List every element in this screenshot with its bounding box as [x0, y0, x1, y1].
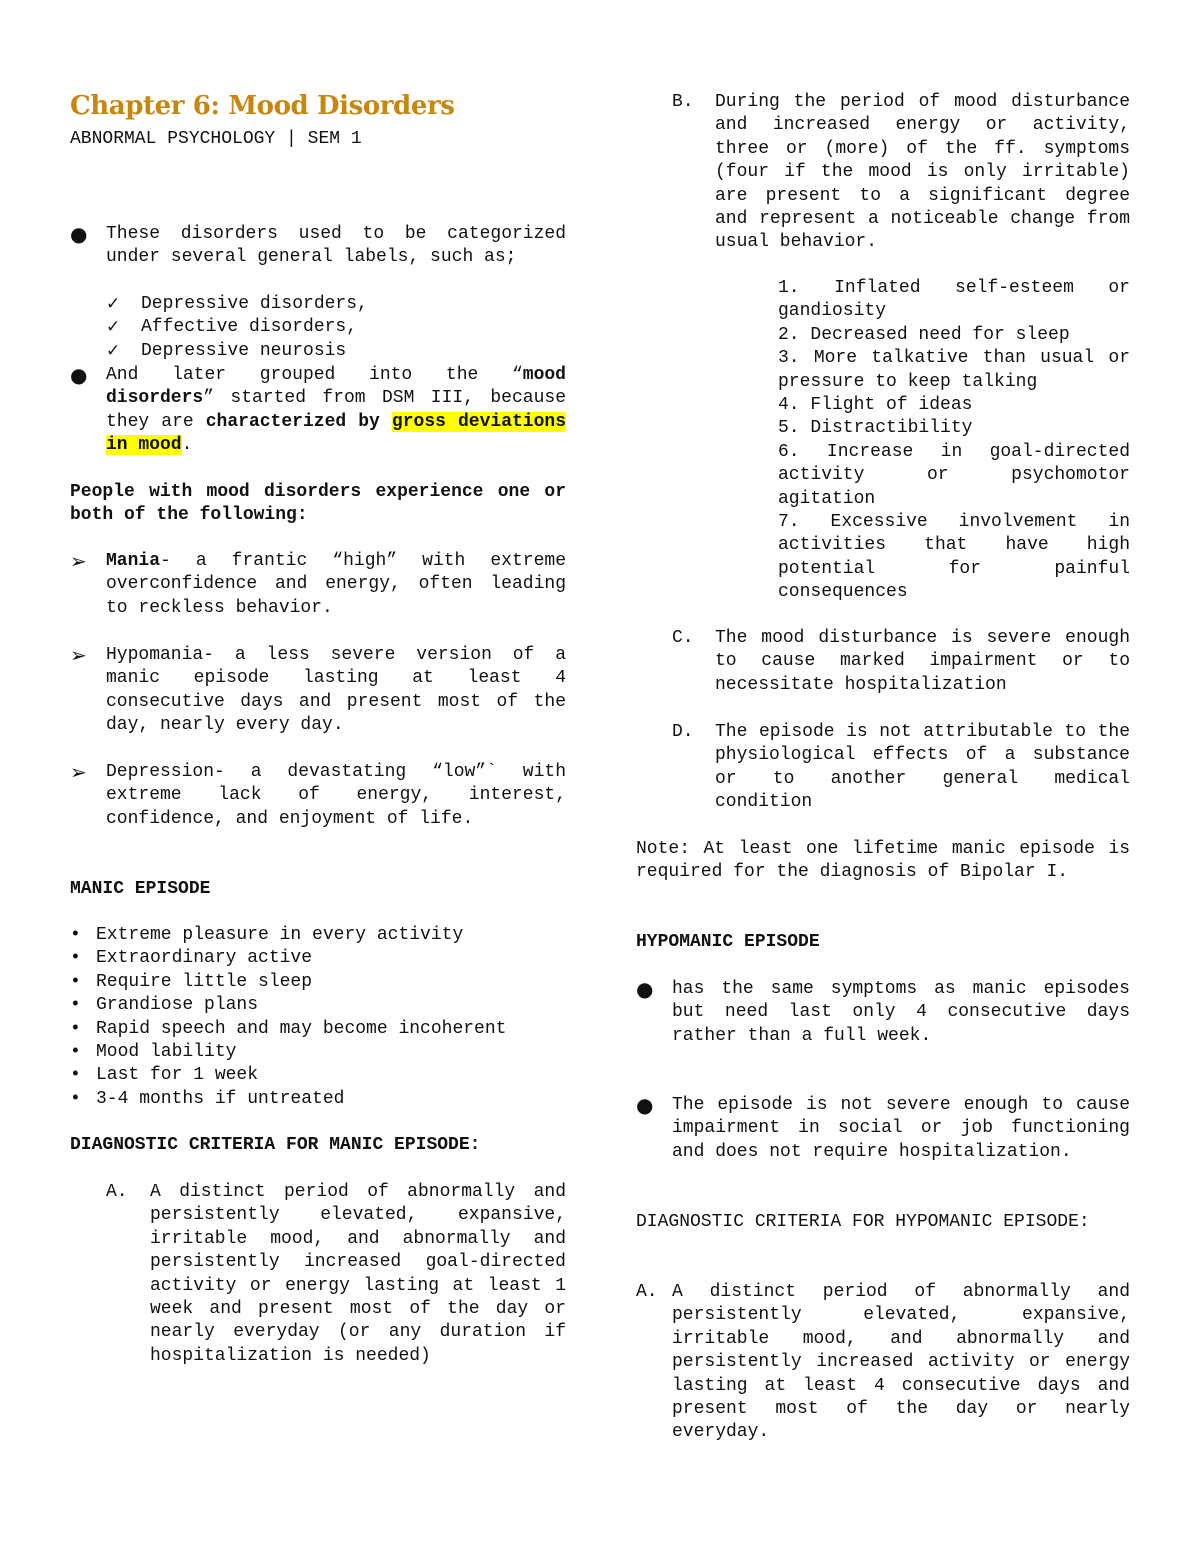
small-bullet-icon: •: [70, 1088, 81, 1109]
list-item: • Last for 1 week: [70, 1064, 566, 1087]
list-item: • Grandiose plans: [70, 994, 566, 1017]
intro-bullet-1: [70, 223, 566, 270]
bullet-icon: ●: [636, 977, 654, 1001]
checkmark-icon: ✓: [106, 341, 121, 361]
list-item: 6. Increase in goal-directed activity or psychomotor agitation: [778, 441, 1130, 509]
dx-hypomanic-heading: DIAGNOSTIC CRITERIA FOR HYPOMANIC EPISODE:: [636, 1212, 1090, 1232]
list-item: 7. Excessive involvement in activities that have high potential for painful consequences: [778, 512, 1130, 603]
bullet-icon: ●: [636, 1093, 654, 1117]
intro-bullet-1-text: These disorders used to be categorized under several general labels, such as;: [106, 224, 566, 268]
hypomanic-bullet-2: ● The episode is not severe enough to cause impairment in social or job functioning and does not require hospitalization.: [636, 1094, 1130, 1164]
dx-manic-heading: DIAGNOSTIC CRITERIA FOR MANIC EPISODE:: [70, 1135, 481, 1155]
dx-manic-criterion-d: D. The episode is not attributable to the physiological effects of a substance or to another general medical condition: [672, 722, 1130, 813]
intro-bullet-2-text: And later grouped into the “mood disorders” started from DSM III, because they are characterized by gross deviations in mood.: [106, 365, 567, 456]
arrow-icon: ➢: [70, 760, 87, 784]
list-item: • Extraordinary active: [70, 947, 566, 970]
page-title: Chapter 6: Mood Disorders: [70, 91, 455, 121]
small-bullet-icon: •: [70, 995, 81, 1016]
manic-episode-heading: MANIC EPISODE: [70, 879, 211, 899]
dx-manic-criterion-b: B. During the period of mood disturbance and increased energy or activity, three or (more) of the ff. symptoms (four if the mood is only irritable) are present to a significant degree and represent a noticeable change from usual behavior.: [672, 92, 1130, 253]
small-bullet-icon: •: [70, 1042, 81, 1063]
checkmark-icon: ✓: [106, 294, 121, 314]
symptom-list: [778, 277, 1130, 605]
state-depression: ➢ Depression- a devastating “low”` with extreme lack of energy, interest, confidence, and enjoyment of life.: [70, 761, 566, 831]
list-item: 3. More talkative than usual or pressure to keep talking: [778, 348, 1130, 392]
list-item: • 3-4 months if untreated: [70, 1088, 566, 1111]
list-item: 1. Inflated self-esteem or gandiosity: [778, 278, 1130, 322]
list-item: • Rapid speech and may become incoherent: [70, 1018, 566, 1041]
page-subtitle: ABNORMAL PSYCHOLOGY | SEM 1: [70, 129, 362, 149]
small-bullet-icon: •: [70, 971, 81, 992]
dx-manic-criterion-c: C. The mood disturbance is severe enough to cause marked impairment or to necessitate hospitalization: [672, 628, 1130, 695]
intro-bullet-2: [70, 364, 566, 458]
arrow-icon: ➢: [70, 643, 87, 667]
small-bullet-icon: •: [70, 1018, 81, 1039]
manic-episode-list: [70, 924, 566, 1111]
list-item: • Require little sleep: [70, 971, 566, 994]
small-bullet-icon: •: [70, 925, 81, 945]
bullet-icon: ●: [70, 363, 88, 387]
hypomanic-bullet-1: ● has the same symptoms as manic episodes but need last only 4 consecutive days rather than a full week.: [636, 978, 1130, 1048]
list-item: 2. Decreased need for sleep: [778, 324, 1070, 345]
small-bullet-icon: •: [70, 1065, 81, 1086]
list-item: • Mood lability: [70, 1041, 566, 1064]
list-item: 4. Flight of ideas: [778, 395, 973, 416]
highlighted-phrase: gross deviations in mood: [106, 411, 567, 456]
bullet-icon: ●: [70, 222, 88, 246]
check-item-1: ✓ Depressive disorders,: [106, 293, 566, 316]
dx-hypomanic-criterion-a: A. A distinct period of abnormally and persistently elevated, expansive, irritable mood, and abnormally and persistently increased activity or energy lasting at least 4 consecutive days and present most of the day or nearly everyday.: [636, 1282, 1130, 1443]
dx-manic-criterion-a: A. A distinct period of abnormally and persistently elevated, expansive, irritable mood, and abnormally and persistently increased goal-directed activity or energy lasting at least 1 week and present most of the day or nearly everyday (or any duration if hospitalization is needed): [106, 1182, 566, 1366]
list-item: 5. Distractibility: [778, 418, 973, 439]
state-mania: ➢ Mania- a frantic “high” with extreme overconfidence and energy, often leading to reckless behavior.: [70, 550, 566, 620]
arrow-icon: ➢: [70, 549, 87, 573]
small-bullet-icon: •: [70, 948, 81, 969]
checkmark-icon: ✓: [106, 317, 121, 337]
hypomanic-heading: HYPOMANIC EPISODE: [636, 932, 820, 952]
state-hypomania: ➢ Hypomania- a less severe version of a manic episode lasting at least 4 consecutive days and present most of the day, nearly every day.: [70, 644, 566, 738]
check-item-3: ✓ Depressive neurosis: [106, 340, 566, 363]
list-item: • Extreme pleasure in every activity: [70, 924, 566, 947]
note: Note: At least one lifetime manic episode is required for the diagnosis of Bipolar I.: [636, 839, 1130, 883]
check-item-2: ✓ Affective disorders,: [106, 316, 566, 339]
people-heading: People with mood disorders experience one or both of the following:: [70, 482, 566, 526]
